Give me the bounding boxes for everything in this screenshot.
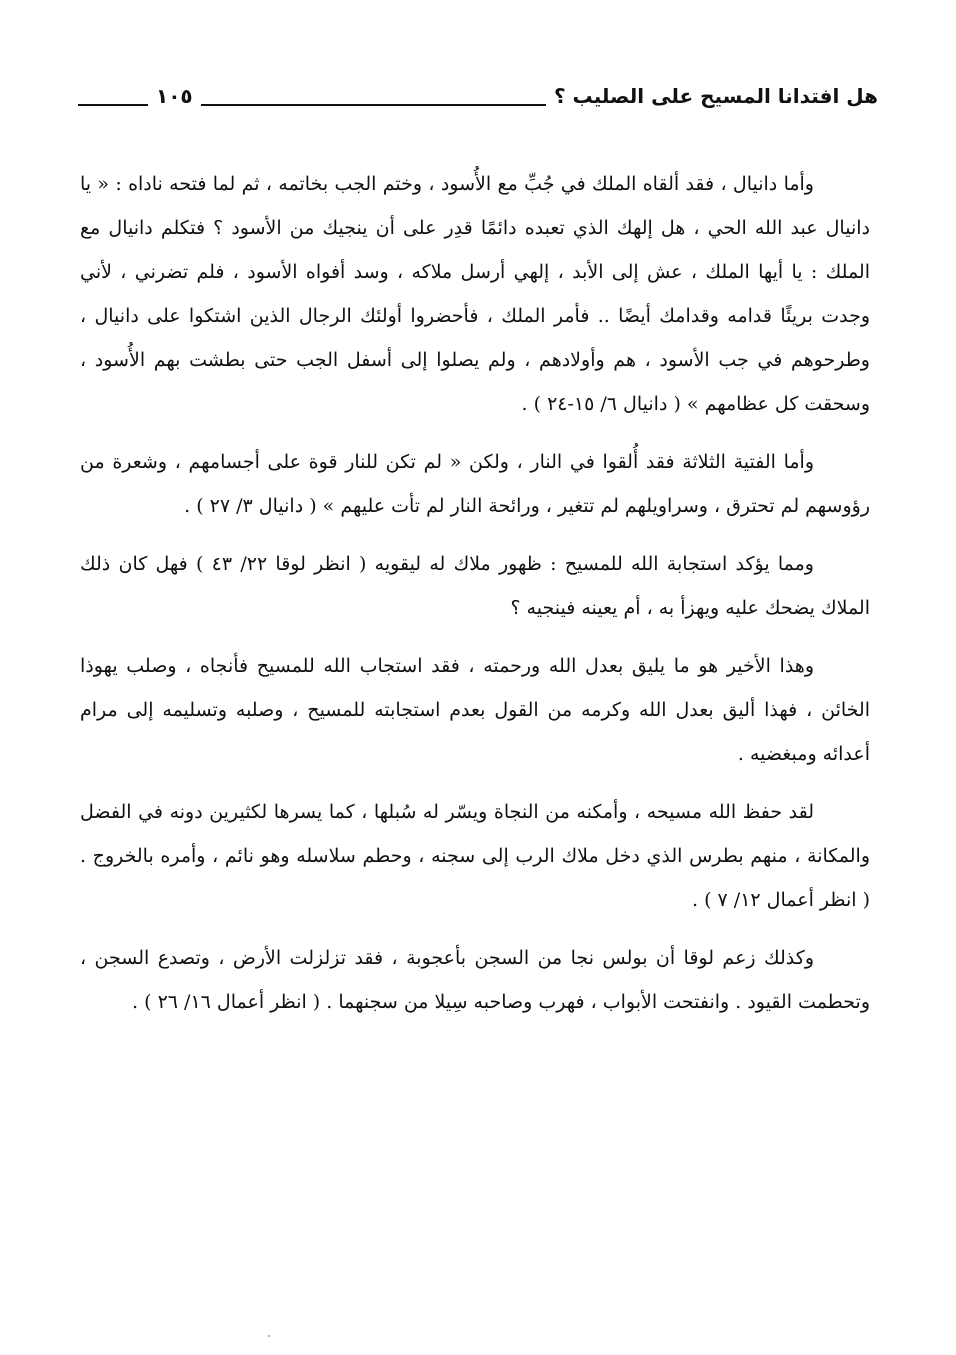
running-title: هل افتدانا المسيح على الصليب ؟ (553, 84, 878, 108)
header-rule-tail (78, 104, 148, 106)
header-rule (201, 104, 546, 106)
page-body (80, 162, 870, 1038)
paragraph-daniel-lions: وأما دانيال ، فقد ألقاه الملك في جُبِّ مع الأُسود ، وختم الجب بخاتمه ، ثم لما فتحه ناداه : « يا دانيال عبد الله الحي ، هل إلهك الذي تعبده دائمًا قدِر على أن ينجيك من الأسود ؟ فتكلم دانيال مع الملك : يا أيها الملك ، عش إلى الأبد ، إلهي أرسل ملاكه ، وسد أفواه الأسود ، فلم تضرني ، لأني وجدت بريئًا قدامه وقدامك أيضًا .. فأمر الملك ، فأحضروا أولئك الرجال الذين اشتكوا على دانيال ، وطرحوهم في جب الأسود ، هم وأولادهم ، ولم يصلوا إلى أسفل الجب حتى بطشت بهم الأُسود ، وسحقت كل عظامهم » ( دانيال ٦/ ١٥-٢٤ ) . (80, 173, 870, 415)
paragraph-paul-escape: وكذلك زعم لوقا أن بولس نجا من السجن بأعجوبة ، فقد تزلزلت الأرض ، وتصدع السجن ، وتحطمت القيود . وانفتحت الأبواب ، فهرب وصاحبه سِيلا من سجنهما . ( انظر أعمال ١٦/ ٢٦ ) . (80, 947, 870, 1013)
running-header (78, 72, 878, 112)
scan-speck (268, 1335, 270, 1337)
paragraph-justice-mercy: وهذا الأخير هو ما يليق بعدل الله ورحمته ، فقد استجاب الله للمسيح فأنجاه ، وصلب يهوذا الخائن ، فهذا أليق بعدل الله وكرمه من القول بعدم استجابته للمسيح ، وصلبه وتسليمه إلى مرام أعدائه ومبغضيه . (80, 655, 870, 765)
page-number: ١٠٥ (156, 84, 193, 108)
paragraph-three-youths: وأما الفتية الثلاثة فقد أُلقوا في النار ، ولكن « لم تكن للنار قوة على أجسامهم ، وشعرة من رؤوسهم لم تحترق ، وسراويلهم لم تتغير ، ورائحة النار لم تأت عليهم » ( دانيال ٣/ ٢٧ ) . (80, 451, 870, 517)
paragraph-god-protected: لقد حفظ الله مسيحه ، وأمكنه من النجاة ويسّر له سُبلها ، كما يسرها لكثيرين دونه في الفضل والمكانة ، منهم بطرس الذي دخل ملاك الرب إلى سجنه ، وحطم سلاسله وهو نائم ، وأمره بالخروج . ( انظر أعمال ١٢/ ٧ ) . (80, 801, 870, 911)
paragraph-angel-strengthens: ومما يؤكد استجابة الله للمسيح : ظهور ملاك له ليقويه ( انظر لوقا ٢٢/ ٤٣ ) فهل كان ذلك الملاك يضحك عليه ويهزأ به ، أم يعينه فينجيه ؟ (80, 553, 870, 619)
